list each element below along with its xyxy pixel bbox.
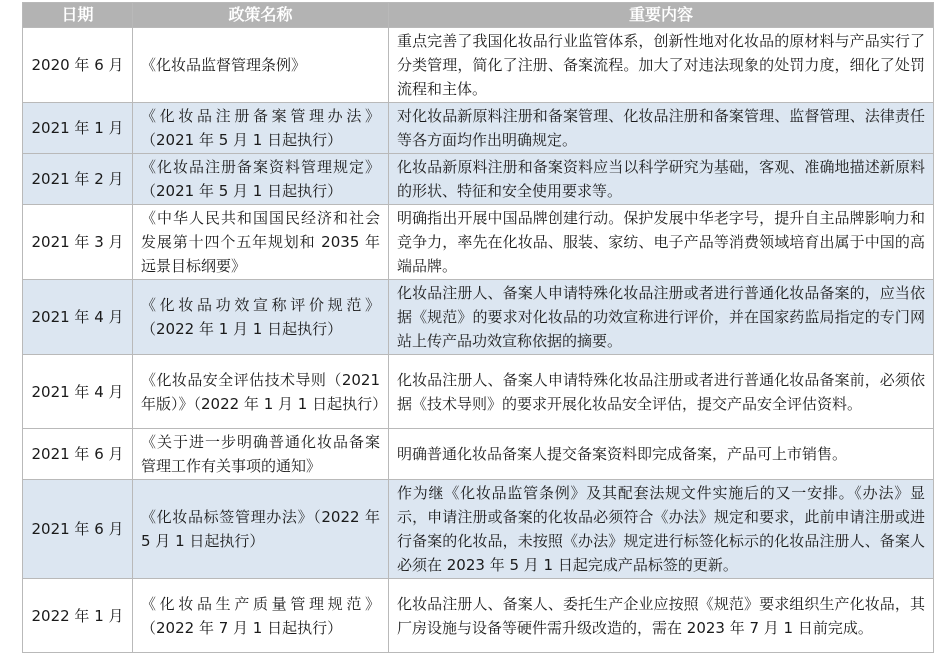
row-content: 作为继《化妆品监管条例》及其配套法规文件实施后的又一安排。《办法》显示，申请注册或备案的化妆品必须符合《办法》规定和要求，此前申请注册或进行备案的化妆品，未按照《办法》规定进行标签化标示的化妆品注册人、备案人必须在 2023 年 5 月 1 日起完成产品标签的更新。 bbox=[389, 480, 934, 579]
row-policy-name: 《化妆品注册备案资料管理规定》（2021 年 5 月 1 日起执行） bbox=[133, 154, 389, 205]
row-date: 2021 年 4 月 bbox=[23, 280, 133, 355]
row-content: 化妆品新原料注册和备案资料应当以科学研究为基础，客观、准确地描述新原料的形状、特征和安全使用要求等。 bbox=[389, 154, 934, 205]
row-content: 化妆品注册人、备案人、委托生产企业应按照《规范》要求组织生产化妆品，其厂房设施与设备等硬件需升级改造的，需在 2023 年 7 月 1 日前完成。 bbox=[389, 579, 934, 653]
row-date: 2022 年 1 月 bbox=[23, 579, 133, 653]
table-row bbox=[23, 480, 934, 579]
table-row bbox=[23, 280, 934, 355]
header-policy-name: 政策名称 bbox=[133, 3, 389, 28]
row-policy-name: 《化妆品功效宣称评价规范》（2022 年 1 月 1 日起执行） bbox=[133, 280, 389, 355]
table-row bbox=[23, 355, 934, 429]
row-policy-name: 《化妆品监督管理条例》 bbox=[133, 28, 389, 103]
policy-table bbox=[22, 2, 934, 653]
table-row bbox=[23, 579, 934, 653]
table-header-row bbox=[23, 3, 934, 28]
row-date: 2021 年 6 月 bbox=[23, 480, 133, 579]
row-date: 2021 年 2 月 bbox=[23, 154, 133, 205]
row-date: 2020 年 6 月 bbox=[23, 28, 133, 103]
table-row bbox=[23, 429, 934, 480]
row-date: 2021 年 6 月 bbox=[23, 429, 133, 480]
row-content: 重点完善了我国化妆品行业监管体系，创新性地对化妆品的原材料与产品实行了分类管理，简化了注册、备案流程。加大了对违法现象的处罚力度，细化了处罚流程和主体。 bbox=[389, 28, 934, 103]
row-policy-name: 《中华人民共和国国民经济和社会发展第十四个五年规划和 2035 年远景目标纲要》 bbox=[133, 205, 389, 280]
row-content: 明确指出开展中国品牌创建行动。保护发展中华老字号，提升自主品牌影响力和竞争力，率先在化妆品、服装、家纺、电子产品等消费领域培育出属于中国的高端品牌。 bbox=[389, 205, 934, 280]
row-policy-name: 《化妆品生产质量管理规范》（2022 年 7 月 1 日起执行） bbox=[133, 579, 389, 653]
row-content: 化妆品注册人、备案人申请特殊化妆品注册或者进行普通化妆品备案的，应当依据《规范》的要求对化妆品的功效宣称进行评价，并在国家药监局指定的专门网站上传产品功效宣称依据的摘要。 bbox=[389, 280, 934, 355]
table-row bbox=[23, 205, 934, 280]
row-policy-name: 《关于进一步明确普通化妆品备案管理工作有关事项的通知》 bbox=[133, 429, 389, 480]
row-date: 2021 年 4 月 bbox=[23, 355, 133, 429]
row-content: 化妆品注册人、备案人申请特殊化妆品注册或者进行普通化妆品备案前，必须依据《技术导则》的要求开展化妆品安全评估，提交产品安全评估资料。 bbox=[389, 355, 934, 429]
row-date: 2021 年 3 月 bbox=[23, 205, 133, 280]
row-content: 对化妆品新原料注册和备案管理、化妆品注册和备案管理、监督管理、法律责任等各方面均作出明确规定。 bbox=[389, 103, 934, 154]
row-policy-name: 《化妆品安全评估技术导则（2021 年版）》（2022 年 1 月 1 日起执行） bbox=[133, 355, 389, 429]
row-content: 明确普通化妆品备案人提交备案资料即完成备案，产品可上市销售。 bbox=[389, 429, 934, 480]
header-content: 重要内容 bbox=[389, 3, 934, 28]
row-policy-name: 《化妆品注册备案管理办法》（2021 年 5 月 1 日起执行） bbox=[133, 103, 389, 154]
table-row bbox=[23, 28, 934, 103]
header-date: 日期 bbox=[23, 3, 133, 28]
table-row bbox=[23, 103, 934, 154]
table-row bbox=[23, 154, 934, 205]
row-date: 2021 年 1 月 bbox=[23, 103, 133, 154]
row-policy-name: 《化妆品标签管理办法》（2022 年 5 月 1 日起执行） bbox=[133, 480, 389, 579]
